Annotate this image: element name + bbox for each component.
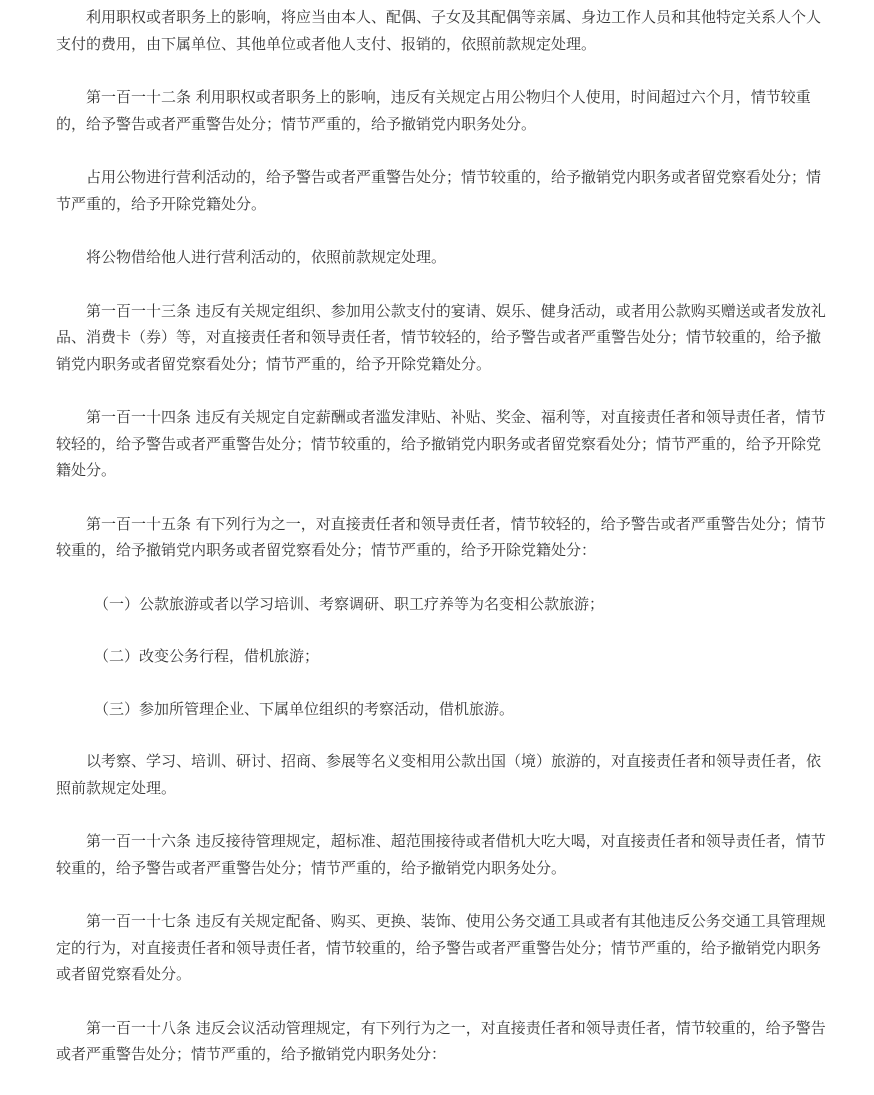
paragraph-article-117: 第一百一十七条 违反有关规定配备、购买、更换、装饰、使用公务交通工具或者有其他违反公务交通工具管理规定的行为，对直接责任者和领导责任者，情节较重的，给予警告或者严重警告处分；情节严重的，给予撤销党内职务或者留党察看处分。 — [56, 912, 826, 983]
paragraph-article-118: 第一百一十八条 违反会议活动管理规定，有下列行为之一，对直接责任者和领导责任者，情节较重的，给予警告或者严重警告处分；情节严重的，给予撤销党内职务处分： — [56, 1018, 826, 1063]
list-item-article-115-3: （三）参加所管理企业、下属单位组织的考察活动，借机旅游。 — [94, 699, 515, 718]
paragraph-article-116: 第一百一十六条 违反接待管理规定，超标准、超范围接待或者借机大吃大喝，对直接责任者和领导责任者，情节较重的，给予警告或者严重警告处分；情节严重的，给予撤销党内职务处分。 — [56, 832, 826, 877]
paragraph-article-114: 第一百一十四条 违反有关规定自定薪酬或者滥发津贴、补贴、奖金、福利等，对直接责任者和领导责任者，情节较轻的，给予警告或者严重警告处分；情节较重的，给予撤销党内职务或者留党察看处分；情节严重的，给予开除党籍处分。 — [56, 408, 826, 479]
paragraph-public-property-for-profit: 占用公物进行营利活动的，给予警告或者严重警告处分；情节较重的，给予撤销党内职务或者留党察看处分；情节严重的，给予开除党籍处分。 — [56, 168, 822, 213]
paragraph-article-112: 第一百一十二条 利用职权或者职务上的影响，违反有关规定占用公物归个人使用，时间超过六个月，情节较重的，给予警告或者严重警告处分；情节严重的，给予撤销党内职务处分。 — [56, 88, 811, 133]
paragraph-disguised-overseas-travel: 以考察、学习、培训、研讨、招商、参展等名义变相用公款出国（境）旅游的，对直接责任者和领导责任者，依照前款规定处理。 — [56, 752, 822, 797]
paragraph-related-persons-expenses: 利用职权或者职务上的影响，将应当由本人、配偶、子女及其配偶等亲属、身边工作人员和其他特定关系人个人支付的费用，由下属单位、其他单位或者他人支付、报销的，依照前款规定处理。 — [56, 8, 822, 53]
paragraph-article-115: 第一百一十五条 有下列行为之一，对直接责任者和领导责任者，情节较轻的，给予警告或者严重警告处分；情节较重的，给予撤销党内职务或者留党察看处分；情节严重的，给予开除党籍处分： — [56, 514, 826, 559]
paragraph-lending-public-property: 将公物借给他人进行营利活动的，依照前款规定处理。 — [86, 248, 447, 266]
document-body — [56, 4, 826, 1095]
paragraph-article-113: 第一百一十三条 违反有关规定组织、参加用公款支付的宴请、娱乐、健身活动，或者用公款购买赠送或者发放礼品、消费卡（券）等，对直接责任者和领导责任者，情节较轻的，给予警告或者严重警告处分；情节较重的，给予撤销党内职务或者留党察看处分；情节严重的，给予开除党籍处分。 — [56, 301, 826, 373]
list-item-article-115-2: （二）改变公务行程，借机旅游； — [94, 647, 320, 665]
list-item-article-115-1: （一）公款旅游或者以学习培训、考察调研、职工疗养等为名变相公款旅游； — [94, 594, 605, 613]
